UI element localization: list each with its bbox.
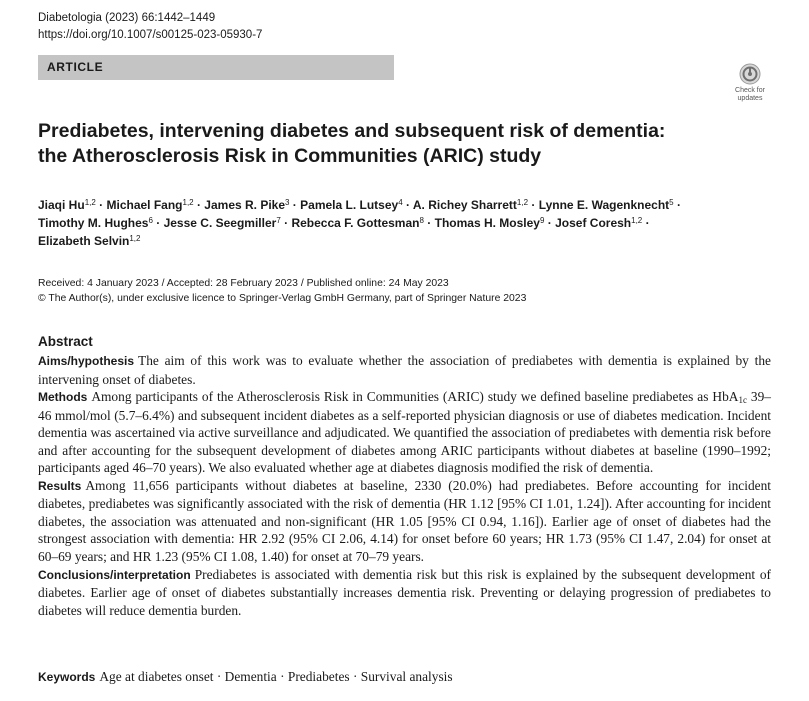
author-affiliation: 6 [148,216,153,225]
keywords-text: Age at diabetes onset · Dementia · Prediabetes · Survival analysis [99,669,453,684]
keywords [38,668,771,686]
author-affiliation: 1,2 [516,198,529,207]
results-label: Results [38,478,82,493]
abstract-conclusions [38,566,771,620]
author-name[interactable]: Josef Coresh [555,216,632,230]
author-affiliation: 1,2 [182,198,194,207]
abstract-body [38,352,771,619]
author-name[interactable]: Michael Fang [106,198,183,212]
author-name[interactable]: Lynne E. Wagenknecht [538,198,670,212]
author-name[interactable]: Timothy M. Hughes [38,216,149,230]
author-affiliation: 5 [669,198,674,207]
author-name[interactable]: Jesse C. Seegmiller [163,216,277,230]
check-for-updates-line1: Check for [735,87,765,94]
results-text: Among 11,656 participants without diabetes at baseline, 2330 (20.0%) had prediabetes. Before accounting for incident diabetes, prediabetes was significantly associated with the risk of dementia (HR 1.12 [95% CI 1.01, 1.24]). After accounting for incident diabetes, the association was attenuated and non-significant (HR 1.05 [95% CI 0.94, 1.16]). Earlier age of onset of diabetes had the strongest association with dementia: HR 2.92 (95% CI 2.06, 4.14) for onset before 60 years; HR 1.73 (95% CI 1.47, 2.04) for onset at 60–69 years; and HR 1.23 (95% CI 1.08, 1.40) for onset at 70–79 years. [38,477,771,565]
author-affiliation: 1,2 [84,198,96,207]
conclusions-label: Conclusions/interpretation [38,567,191,582]
abstract-aims [38,352,771,388]
publication-dates [38,277,526,306]
aims-label: Aims/hypothesis [38,354,135,368]
author-affiliation: 3 [285,198,290,207]
journal-header [38,10,262,44]
abstract-methods [38,388,771,477]
author-name[interactable]: Pamela L. Lutsey [300,198,399,212]
doi-link[interactable]: https://doi.org/10.1007/s00125-023-05930-7 [38,29,263,41]
author-name[interactable]: Rebecca F. Gottesman [291,216,420,230]
author-name[interactable]: James R. Pike [204,198,286,212]
keywords-label: Keywords [38,670,96,684]
conclusions-text: Prediabetes is associated with dementia risk but this risk is explained by the subsequent development of diabetes. Earlier age of onset of diabetes substantially increases dementia risk. Preventing or delaying progression of prediabetes to diabetes will reduce dementia burden. [38,566,771,618]
author-affiliation: 7 [276,216,281,225]
title-line-2: the Atherosclerosis Risk in Communities (ARIC) study [38,145,542,167]
journal-citation: Diabetologia (2023) 66:1442–1449 [38,12,216,24]
methods-text-b: 39–46 mmol/mol (5.7–6.4%) and subsequent incident diabetes as a self-reported physician diagnosis or use of diabetes medication. Incident dementia was ascertained via active surveillance and adjudicated. We quantified the association of prediabetes with dementia risk before and after accounting for the subsequent development of diabetes among ARIC participants without diabetes at baseline (1990–1992; participants aged 46–70 years). We also evaluated whether age at diabetes diagnosis modified the risk of dementia. [38,389,772,476]
author-name[interactable]: A. Richey Sharrett [412,198,517,212]
publication-history: Received: 4 January 2023 / Accepted: 28 February 2023 / Published online: 24 May 2023 [38,278,449,289]
author-affiliation: 4 [398,198,403,207]
author-affiliation: 1,2 [631,216,643,225]
abstract-results [38,477,771,566]
author-name[interactable]: Elizabeth Selvin [38,234,130,248]
author-name[interactable]: Thomas H. Mosley [434,216,540,230]
author-list: Jiaqi Hu$^{1,2}$ · Michael Fang$^{1,2}$ · James R. Pike$^3$ · Pamela L. Lutsey$^4$ · A. Richey Sharrett$^{1,2}$ · Lynne E. Wagenknecht$^5$ · Timothy M. Hughes$^6$ · Jesse C. Seegmiller$^7$ · Rebecca F. Gottesman$^8$ · Thomas H. Mosley$^9$ · Josef Coresh$^{1,2}$ · Elizabeth Selvin$^{1,2}$ [38,198,681,248]
check-for-updates-badge[interactable] [729,63,771,103]
abstract-heading: Abstract [38,334,93,349]
methods-text-a: Among participants of the Atherosclerosis Risk in Communities (ARIC) study we defined baseline prediabetes as HbA [91,389,739,405]
author-affiliation: 1,2 [129,234,141,243]
article-type-band: ARTICLE [38,55,394,80]
check-for-updates-icon [739,63,761,85]
title-line-1: Prediabetes, intervening diabetes and subsequent risk of dementia: [38,120,666,142]
article-title [38,119,778,169]
methods-label: Methods [38,390,88,405]
aims-text: The aim of this work was to evaluate whether the association of prediabetes with dementia is explained by the intervening onset of diabetes. [38,353,771,387]
author-name[interactable]: Jiaqi Hu [38,198,85,212]
methods-subscript: 1c [738,395,747,406]
author-affiliation: 9 [539,216,545,225]
check-for-updates-line2: updates [737,94,763,102]
author-affiliation: 8 [419,216,424,225]
copyright-notice: © The Author(s), under exclusive licence to Springer-Verlag GmbH Germany, part of Springer Nature 2023 [38,292,527,304]
